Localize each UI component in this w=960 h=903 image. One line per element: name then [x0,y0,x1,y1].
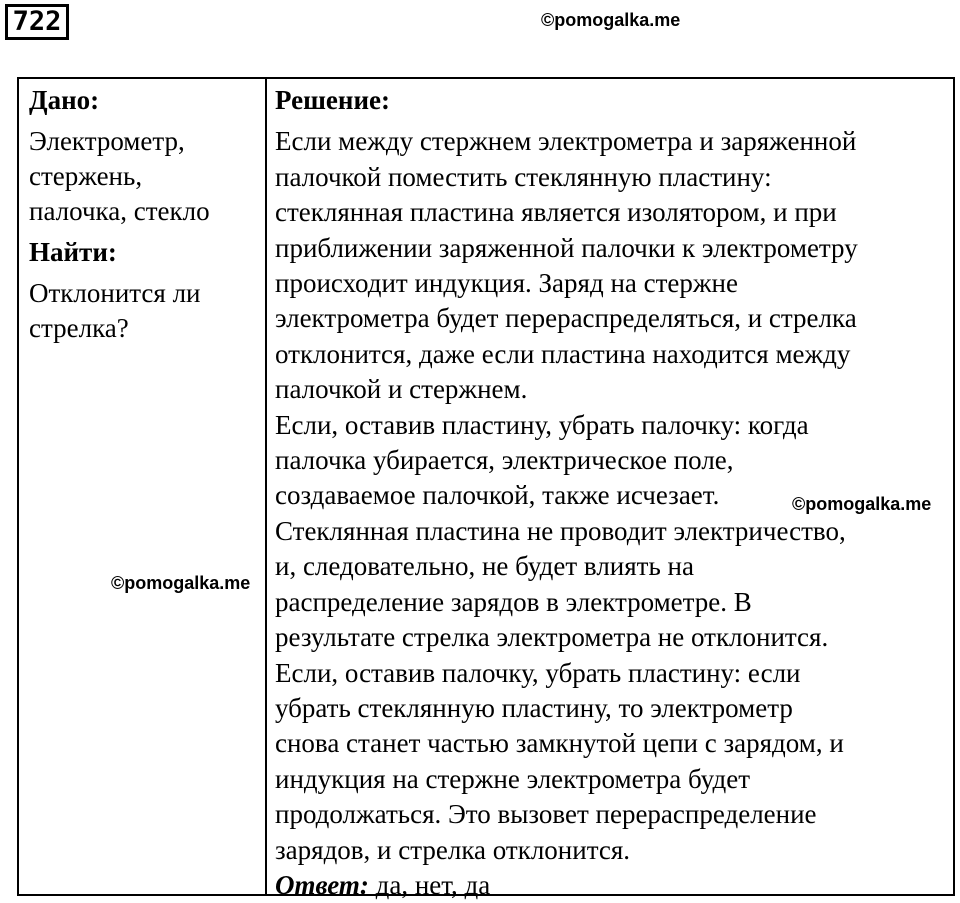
solution-line: палочкой и стержнем. [275,374,528,405]
solution-line: Если между стержнем электрометра и заряженной [275,126,857,157]
answer-label: Ответ: [275,869,369,900]
find-header: Найти: [29,237,117,267]
solution-line: индукция на стержне электрометра будет [275,763,751,794]
given-line: стержень, [29,161,143,191]
solution-line: Если, оставив пластину, убрать палочку: когда [275,409,809,440]
solution-line: стеклянная пластина является изолятором, и при [275,197,837,228]
problem-number: 722 [5,4,69,40]
solution-table [17,77,955,900]
column-divider [265,79,267,894]
given-line: Электрометр, [29,126,185,156]
solution-line: палочка убирается, электрическое поле, [275,445,734,476]
solution-line: убрать стеклянную пластину, то электрометр [275,692,793,723]
find-line: Отклонится ли [29,278,201,308]
solution-line: зарядов, и стрелка отклонится. [275,834,630,865]
solution-line: Если, оставив палочку, убрать пластину: если [275,657,801,688]
answer-text: да, нет, да [368,869,491,900]
solution-line: создаваемое палочкой, также исчезает. [275,480,720,511]
solution-line: продолжаться. Это вызовет перераспределение [275,799,817,830]
solution-line: распределение зарядов в электрометре. В [275,586,752,617]
given-header: Дано: [29,85,100,115]
given-column [29,83,259,346]
find-line: стрелка? [29,313,129,343]
solution-line: и, следовательно, не будет влиять на [275,551,694,582]
answer-line [275,868,955,903]
solution-line: палочкой поместить стеклянную пластину: [275,161,772,192]
solution-line: снова станет частью замкнутой цепи с зарядом, и [275,728,844,759]
watermark-left: ©pomogalka.me [111,573,251,593]
solution-line: электрометра будет перераспределяться, и стрелка [275,303,857,334]
solution-line: Стеклянная пластина не проводит электричество, [275,515,846,546]
solution-line: происходит индукция. Заряд на стержне [275,268,738,299]
given-line: палочка, стекло [29,196,210,226]
solution-line: результате стрелка электрометра не отклонится. [275,622,829,653]
solution-header: Решение: [275,85,390,115]
watermark-top: ©pomogalka.me [541,10,681,30]
solution-line: отклонится, даже если пластина находится между [275,338,851,369]
watermark-middle: ©pomogalka.me [792,494,932,514]
solution-column [275,83,955,903]
solution-line: приближении заряженной палочки к электрометру [275,232,858,263]
